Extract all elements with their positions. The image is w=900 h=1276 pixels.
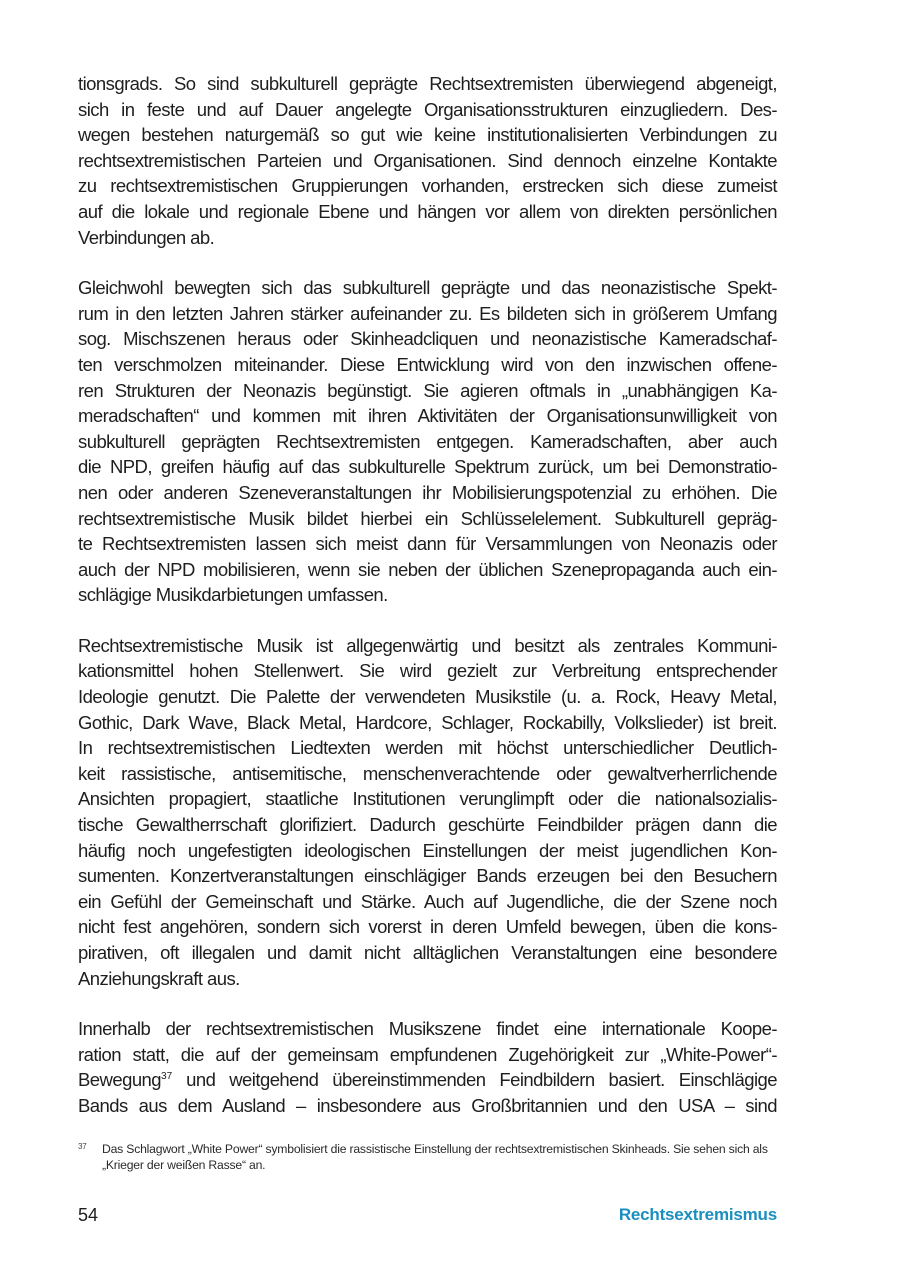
footnotes-section — [78, 1141, 777, 1173]
text-line: Innerhalb der rechtsextremistischen Musikszene findet eine internationale Koope- — [78, 1018, 777, 1040]
text-line: Ideologie genutzt. Die Palette der verwendeten Musikstile (u. a. Rock, Heavy Metal, — [78, 686, 777, 708]
text-line: subkulturell geprägten Rechtsextremisten entgegen. Kameradschaften, aber auch — [78, 430, 777, 452]
paragraph-2 — [78, 275, 777, 608]
text-line: Ansichten propagiert, staatliche Institutionen verunglimpft oder die nationalsozialis- — [78, 788, 777, 810]
paragraph-1 — [78, 71, 777, 250]
text-line: auf die lokale und regionale Ebene und hängen vor allem von direkten persönlichen — [78, 200, 777, 222]
text-line: tische Gewaltherrschaft glorifiziert. Dadurch geschürte Feindbilder prägen dann die — [78, 814, 777, 836]
text-line: ten verschmolzen miteinander. Diese Entwicklung wird von den inzwischen offene- — [78, 353, 777, 375]
text-line: In rechtsextremistischen Liedtexten werden mit höchst unterschiedlicher Deutlich- — [78, 737, 777, 759]
text-line: keit rassistische, antisemitische, menschenverachtende oder gewaltverherrlichende — [78, 762, 777, 784]
text-line: häufig noch ungefestigten ideologischen Einstellungen der meist jugendlichen Kon- — [78, 839, 777, 861]
text-line: ein Gefühl der Gemeinschaft und Stärke. Auch auf Jugendliche, die der Szene noch — [78, 890, 777, 912]
text-line: ren Strukturen der Neonazis begünstigt. Sie agieren oftmals in „unabhängigen Ka- — [78, 379, 777, 401]
paragraph-3 — [78, 633, 777, 991]
footnote-37 — [78, 1141, 777, 1173]
text-line: Gothic, Dark Wave, Black Metal, Hardcore, Schlager, Rockabilly, Volkslieder) ist breit. — [78, 711, 777, 733]
text-line: schlägige Musikdarbietungen umfassen. — [78, 584, 388, 606]
text-line: rum in den letzten Jahren stärker aufeinander zu. Es bildeten sich in größerem Umfang — [78, 302, 777, 324]
text-line-with-footnote — [78, 1067, 777, 1093]
text-line: nicht fest angehören, sondern sich vorerst in deren Umfeld bewegen, üben die kons- — [78, 916, 777, 938]
text-fragment: Bewegung — [78, 1069, 162, 1091]
running-title: Rechtsextremismus — [618, 1205, 777, 1224]
text-line: pirativen, oft illegalen und damit nicht alltäglichen Veranstaltungen eine besondere — [78, 942, 777, 963]
text-line: die NPD, greifen häufig auf das subkulturelle Spektrum zurück, um bei Demonstratio- — [78, 456, 777, 478]
text-line: sog. Mischszenen heraus oder Skinheadcliquen und neonazistische Kameradschaf- — [78, 328, 777, 350]
text-line: rechtsextremistischen Parteien und Organisationen. Sind dennoch einzelne Kontakte — [78, 149, 777, 171]
text-line: rechtsextremistische Musik bildet hierbei ein Schlüsselelement. Subkulturell gepräg- — [78, 507, 777, 529]
paragraph-4 — [78, 1016, 777, 1118]
text-line: Verbindungen ab. — [78, 226, 215, 248]
text-line: nen oder anderen Szeneveranstaltungen ihr Mobilisierungspotenzial zu erhöhen. Die — [78, 481, 777, 503]
text-line: Rechtsextremistische Musik ist allgegenwärtig und besitzt als zentrales Kommuni- — [78, 634, 777, 656]
text-line: sich in feste und auf Dauer angelegte Organisationsstrukturen einzugliedern. Des- — [78, 98, 777, 120]
text-line: kationsmittel hohen Stellenwert. Sie wird gezielt zur Verbreitung entsprechender — [78, 660, 777, 682]
footnote-text: Das Schlagwort „White Power“ symbolisiert die rassistische Einstellung der rechtsextremistischen Skinheads. Sie sehen sich als „Krieger der weißen Rasse“ an. — [102, 1142, 768, 1172]
text-line: Anziehungskraft aus. — [78, 967, 240, 989]
text-line: tionsgrads. So sind subkulturell geprägte Rechtsextremisten überwiegend abgeneigt, — [78, 73, 777, 94]
text-line: sumenten. Konzertveranstaltungen einschlägiger Bands erzeugen bei den Besuchern — [78, 865, 777, 887]
text-line: ration statt, die auf der gemeinsam empfundenen Zugehörigkeit zur „White-Power“- — [78, 1043, 777, 1065]
text-line: Bands aus dem Ausland – insbesondere aus Großbritannien und den USA – sind — [78, 1094, 777, 1116]
footnote-reference[interactable]: 37 — [161, 1071, 173, 1083]
text-line: Gleichwohl bewegten sich das subkulturell geprägte und das neonazistische Spekt- — [78, 277, 777, 299]
text-line: zu rechtsextremistischen Gruppierungen vorhanden, erstrecken sich diese zumeist — [78, 175, 777, 197]
page-number: 54 — [78, 1204, 99, 1225]
text-fragment: und weitgehend übereinstimmenden Feindbildern basiert. Einschlägige — [186, 1069, 778, 1091]
page-footer — [78, 1203, 777, 1227]
footnote-number: 37 — [78, 1142, 87, 1151]
text-line: te Rechtsextremisten lassen sich meist dann für Versammlungen von Neonazis oder — [78, 533, 777, 555]
text-line: meradschaften“ und kommen mit ihren Aktivitäten der Organisationsunwilligkeit von — [78, 405, 777, 427]
text-line: wegen bestehen naturgemäß so gut wie keine institutionalisierten Verbindungen zu — [78, 124, 777, 146]
text-line: auch der NPD mobilisieren, wenn sie neben der üblichen Szenepropaganda auch ein- — [78, 558, 777, 580]
page-body — [78, 71, 777, 1144]
